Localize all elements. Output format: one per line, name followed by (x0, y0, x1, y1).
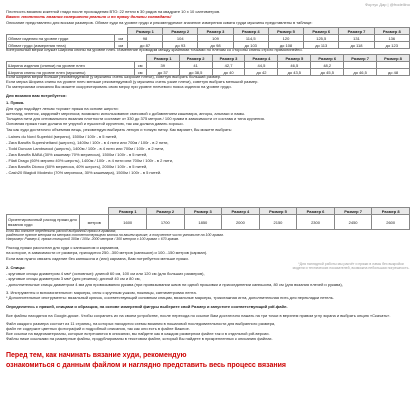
table-cell: до 118 (339, 42, 374, 49)
tools-extra: * Дополнительные инструменты: вязальный крючок, соответствующий основным спицам, вязальные маркеры, трикотажная игла, дополнительная нить для перекладки петель. (6, 295, 334, 300)
tools-text: 3. Инструменты и вспомогательное: маркеры, иглы с крупным ушком, ножницы, сантиметровая лента. (6, 290, 197, 295)
consumption-note-1: Расход пряжи рассчитан для худи с капюшоном и карманом, (6, 245, 120, 250)
table-cell: до 43,5 (278, 69, 311, 76)
final-note-line-2: ознакомиться с данным файлом и наглядно представить весь процесс вязания (6, 362, 286, 369)
table-cell: Ориентировочный расход пряжи для вязания худи (7, 215, 80, 230)
final-note-line-1: Перед тем, как начинать вязание худи, рекомендую (6, 352, 187, 359)
table-cell: 1600 (109, 215, 147, 230)
yarn-brand-item: - Cash20 Biagioli Modesto (70% мериноса, 30% кашемира), 1500м / 100г - в 5 нитей. (6, 170, 162, 175)
intro-warning: Важно: плотность вязания совершенно реально и по пряжу должны совпадать! (6, 14, 172, 19)
size-chest-table (6, 27, 410, 49)
intro-table-caption: Описание представлено для восьми размеров. Обхват худи на уровне груди и рекомендуемое значение измерения сквата груди мужчины представлены в таблице: (6, 20, 313, 25)
table-cell: 44,5 (245, 62, 278, 69)
table-cell: 109 (198, 35, 233, 42)
table-cell: 1700 (146, 215, 184, 230)
table-cell: Ширина изделия (спинки) на уровне плеч (7, 62, 135, 69)
table-cell: 114,5 (233, 35, 268, 42)
intro-text: Плотность вязания кокетной глади после прохождения ВТО: 22 петли в 30 рядов на квадрате 10 х 10 сантиметров. (6, 9, 221, 14)
table-header-cell: Размер 2 (146, 208, 184, 215)
table-cell: 48,2 (311, 62, 344, 69)
page-header: Фортус Дар | @frodellino (364, 2, 410, 7)
table-cell: до 38,5 (179, 69, 212, 76)
needles-3: - дополнительные спицы диаметром 4 мм для провязывания рукава (при провязывании швов ни одной прошивки и присоединении капюшона, 80 см (для вязания плечей и рукава), (6, 282, 343, 287)
table-cell: 1850 (184, 215, 222, 230)
yarn-heading: 1. Пряжа. (6, 100, 25, 105)
table-cell: до 87 (127, 42, 162, 49)
table-cell (344, 62, 377, 69)
table-header-cell: Размер 5 (268, 28, 303, 35)
table-header-cell: Размер 7 (344, 55, 377, 62)
table-cell: 98 (127, 35, 162, 42)
table-cell: до 42 (245, 69, 278, 76)
table-header-cell: Размер 8 (372, 208, 410, 215)
table-cell: до 46,5 (344, 69, 377, 76)
table-cell: до 123 (374, 42, 409, 49)
table-cell: до 93 (163, 42, 198, 49)
table-header-cell: Размер 3 (184, 208, 222, 215)
table-header-cell (134, 55, 146, 62)
table-header-cell (7, 28, 115, 35)
yarn-consumption-table (6, 207, 410, 230)
table-header-cell (7, 55, 135, 62)
consumption-note-3: Если вам нужно связать изделие без капюшона и (или) кармана, Вам потребуется меньше пряжи. (6, 256, 189, 261)
table-header-cell: Размер 5 (259, 208, 297, 215)
table-header-row (7, 55, 410, 62)
table-cell: метров (80, 215, 109, 230)
table-header-cell: Размер 4 (245, 55, 278, 62)
table-cell: 125,5 (304, 35, 339, 42)
table-header-cell (80, 208, 109, 215)
table-cell: 42,7 (212, 62, 245, 69)
table-header-row (7, 208, 410, 215)
control-measure-text: Контрольный мерки служат Ширина спины на уровне плеч. Изменение проводим между крайними точками по плечам со стороны спины строго прямолинейно. (6, 47, 303, 52)
table-cell: 2600 (372, 215, 410, 230)
table-header-cell: Размер 2 (179, 55, 212, 62)
table-cell: до 98 (198, 42, 233, 49)
note-3: Например: Размер 4, пряжа толщиной 300м / 100г. 2000 метров / 300 метров х 100 грамм = 670 грамм. (6, 237, 179, 241)
table-cell: Обхват изделия на уровне груди (7, 35, 115, 42)
table-cell: до 37 (146, 69, 179, 76)
table-header-row (7, 28, 410, 35)
table-header-cell (114, 28, 127, 35)
table-cell: 136 (374, 35, 409, 42)
table-cell: Ширина спины на уровне плеч (мужчины) (7, 69, 135, 76)
table-cell: см (134, 69, 146, 76)
table-cell: 46,5 (278, 62, 311, 69)
table-cell: до 103 (233, 42, 268, 49)
yarn-brand-item: - Zara Baruffa Supersheltand (шерсть), 1400м / 100г - в 4 нити или 700м / 100г - в 2 нити, (6, 140, 169, 145)
table-header-cell: Размер 4 (233, 28, 268, 35)
consumption-note-2: на которое, в зависимости от размера, приходится 250...300 метров (капюшон) и 100...150 метров (карман). (6, 250, 208, 255)
size-advice-1: Если ширина мерки больше рекомендуемой (у мужчины очень широкие плечи), советую выбрать больший размер. (6, 74, 222, 79)
table-cell: 2450 (334, 215, 372, 230)
table-header-cell: Размер 7 (339, 28, 374, 35)
table-cell: до 113 (304, 42, 339, 49)
yarn-text-4: Основная пряжа тоже должна не упругой и пушистой кручению, так как должна давать хорошо. (6, 121, 184, 126)
table-header-cell: Размер 8 (377, 55, 410, 62)
table-cell: до 108 (268, 42, 303, 49)
yarn-brand-item: - Zara Baruffa BABA (30% кашемир 70% мериноса), 1500м / 100г - в 5 нитей, (6, 152, 148, 157)
table-header-cell: Размер 5 (278, 55, 311, 62)
table-cell: до 48 (377, 69, 410, 76)
table-header-cell: Размер 7 (334, 208, 372, 215)
yarn-text-1: Для худи подойдет легкая «сухая» пряжа на основе шерсти: (6, 106, 119, 111)
table-cell: Обхват груди (измерения тела) (7, 42, 115, 49)
table-cell: 41 (179, 62, 212, 69)
yarn-brand-item: - Laines du Nord Superkid (мерино), 1500м / 100г - в 5 нитей, (6, 134, 118, 139)
needles-2: - круговые спицы диаметром 3 мм* (для резинок): длиной 40 см и 80 см, (6, 276, 141, 281)
files-text-5: Файлы ниже ссылками на размерные файлы, продублированы в текстовом файле, который Вы найдете в прикрепленных к описанию файлах. (6, 336, 273, 341)
yarn-brand-item: - Filati Drago (60% мерино 40% шерсть), 1400м / 100г - в 4 нити или 700м / 100г - в 2 нити, (6, 158, 174, 163)
table-cell: 2300 (297, 215, 335, 230)
yarn-text-3: Толщина нити для оптимального вязания плотности составит от 330 до 375 метров / 100 грамм в зависимости от состава и типа кручения. (6, 116, 265, 121)
table-header-cell: Размер 3 (198, 28, 233, 35)
decision-text: Определитесь с пряжей, спицами и образцом, на основе измерений фигуры выберите свой Размер и запустите соответствующий pdf-файл. (6, 304, 288, 309)
table-row (7, 215, 410, 230)
table-header-cell: Размер 1 (127, 28, 162, 35)
table-header-cell: Размер 6 (297, 208, 335, 215)
files-text-3: файл не содержит цветных фотографий и подробный описания, так как они есть в файле Важное. (6, 326, 190, 331)
table-header-cell: Размер 1 (146, 55, 179, 62)
needles-1: - круговые спицы диаметром 4 мм* (основные): длиной 60 см, 100 см или 120 см (для больших размеров), (6, 271, 205, 276)
needles-heading: 2. Спицы: (6, 265, 26, 270)
size-advice-2: Если мерка Ширина спины на уровне плеч меньше рекомендуемой (у мужчины очень узкие плечи), советую выбрать меньший размер. (6, 79, 259, 84)
table-header-cell: Размер 4 (222, 208, 260, 215)
table-cell: до 40 (212, 69, 245, 76)
table-cell: 2000 (222, 215, 260, 230)
size-advice-3: По материалам описания Вы можете скорректировать свою мерку при уровне плечевого пояса изделия на уровне груди. (6, 84, 232, 89)
note-2: разделите нужное метраж на метраж соответствующего мотка на вашем ярлыке, а полученное число умножьте на 100 грамм. (6, 233, 224, 237)
table-cell: см (134, 62, 146, 69)
table-row (7, 62, 410, 69)
table-cell: 131 (339, 35, 374, 42)
note-1: Если Вы хотите определить расход выбранной пряжи в граммах, (6, 229, 117, 233)
yarn-brand-item: - Todd Duncan Lambswool (шерсть), 1400м / 100г - в 4 нити или 700м / 100г - в 2 нити, (6, 146, 165, 151)
table-cell: 39 (146, 62, 179, 69)
yarn-text-5: Так как худи достаточно объемная вещь, рекомендую выбирать легкую и тонкую нитку. Как вариант, Вы можете выбрать: (6, 127, 233, 132)
table-cell (377, 62, 410, 69)
table-header-cell: Размер 8 (374, 28, 409, 35)
table-header-cell: Размер 6 (304, 28, 339, 35)
files-text-4: Все ссылки на видеоматериалы, которые встречаются в описании, вы найдете как в каждом размерном файле так и в отдельной pdf-версии. (6, 331, 270, 336)
table-row (7, 35, 410, 42)
table-cell: до 45,5 (311, 69, 344, 76)
size-shoulder-table (6, 54, 410, 76)
table-header-cell (7, 208, 80, 215)
table-cell: 2150 (259, 215, 297, 230)
table-header-cell: Размер 2 (163, 28, 198, 35)
materials-heading: Для вязания вам потребуется: (6, 93, 67, 98)
table-cell: 120 (268, 35, 303, 42)
table-header-cell: Размер 1 (109, 208, 147, 215)
table-header-cell: Размер 3 (212, 55, 245, 62)
table-header-cell: Размер 6 (311, 55, 344, 62)
table-cell: 104 (163, 35, 198, 42)
side-note: *Для наглядной работы мы расчёт и пряжи в ламы без выкройки модели и технических показателей, возможна небольшая погрешность. (292, 262, 410, 270)
yarn-text-2: шетланд, ягненок, кардинайт мериноса; возможно использование смесовой с добавлением кашемира, ангоры, альпаки и ламы. (6, 111, 246, 116)
files-text-2: Файл каждого размера состоит из 11 страниц, на которых находятся схемы вязания в пошаговой последовательности для выбранного размера, (6, 321, 276, 326)
yarn-brand-item: - Zara Baruffa Dionco (60% мериноса, 40% шерсть), 2000м / 100г - в 5 нитей, (6, 164, 148, 169)
table-cell: см (114, 42, 127, 49)
table-cell: см (114, 35, 127, 42)
files-text-1: Все файлы находятся на Google-диске. Чтобы сохранить их на своем устройстве, после перехода по ссылке Вам достаточно нажать на три точки в верхнем правом углу экрана и выбрать опцию «Скачать». (6, 313, 391, 318)
